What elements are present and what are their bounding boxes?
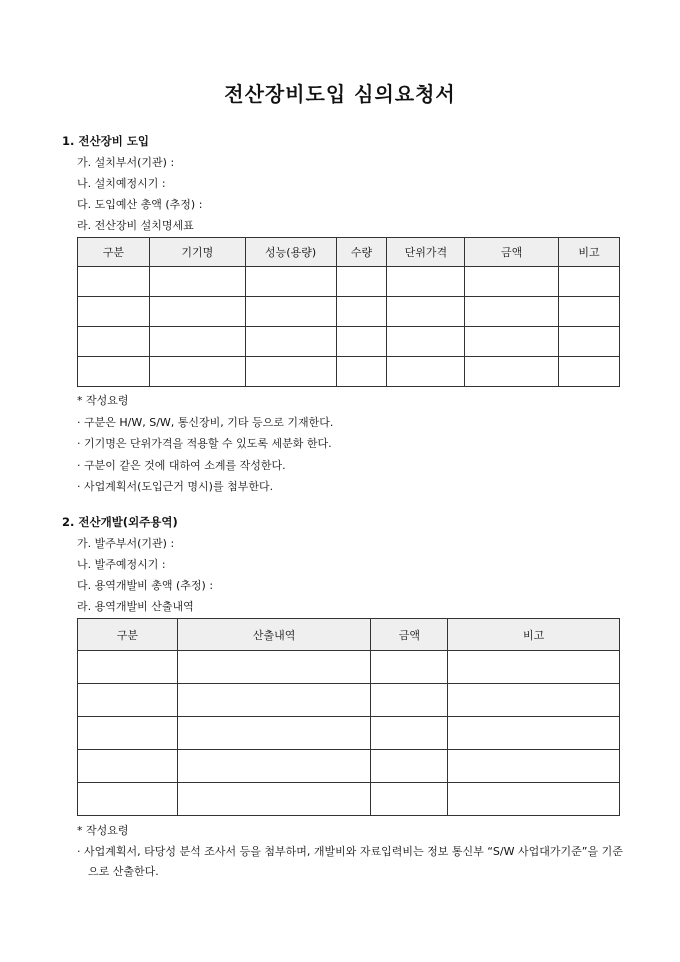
equipment-table-header <box>78 238 620 267</box>
section2-notes <box>77 820 628 882</box>
section1-notes <box>77 390 333 498</box>
section2-heading: 2. 전산개발(외주용역) <box>62 515 178 529</box>
table-cell[interactable] <box>387 357 465 387</box>
notes-heading: * 작성요령 <box>77 394 129 407</box>
table-cell[interactable] <box>78 267 150 297</box>
table-cell[interactable] <box>78 717 178 750</box>
section1-item-install-dept: 가. 설치부서(기관) : <box>77 156 175 169</box>
section2-item-order-date: 나. 발주예정시기 : <box>77 558 166 571</box>
table-cell[interactable] <box>336 297 387 327</box>
col-calculation: 산출내역 <box>177 619 371 651</box>
table-cell[interactable] <box>149 357 245 387</box>
col-remarks: 비고 <box>559 238 620 267</box>
section1-item-install-date: 나. 설치예정시기 : <box>77 177 166 190</box>
table-cell[interactable] <box>448 717 620 750</box>
table-cell[interactable] <box>371 684 448 717</box>
note-line: · 사업계획서, 타당성 분석 조사서 등을 첨부하며, 개발비와 자료입력비는 정보 통신부 “S/W 사업대가기준”을 기준으로 산출한다. <box>77 844 623 878</box>
table-cell[interactable] <box>177 717 371 750</box>
table-cell[interactable] <box>78 297 150 327</box>
table-cell[interactable] <box>559 267 620 297</box>
table-cell[interactable] <box>371 783 448 816</box>
note-line: · 사업계획서(도입근거 명시)를 첨부한다. <box>77 480 274 493</box>
table-row <box>78 717 620 750</box>
table-cell[interactable] <box>78 684 178 717</box>
table-cell[interactable] <box>465 327 559 357</box>
table-cell[interactable] <box>371 750 448 783</box>
col-remarks: 비고 <box>448 619 620 651</box>
col-performance: 성능(용량) <box>245 238 336 267</box>
table-row <box>78 750 620 783</box>
table-cell[interactable] <box>149 297 245 327</box>
table-cell[interactable] <box>149 267 245 297</box>
table-row <box>78 297 620 327</box>
table-cell[interactable] <box>448 783 620 816</box>
table-row <box>78 783 620 816</box>
col-quantity: 수량 <box>336 238 387 267</box>
table-cell[interactable] <box>336 357 387 387</box>
note-line: · 구분은 H/W, S/W, 통신장비, 기타 등으로 기재한다. <box>77 415 334 429</box>
table-cell[interactable] <box>78 750 178 783</box>
table-cell[interactable] <box>465 357 559 387</box>
section1-item-spec-table: 라. 전산장비 설치명세표 <box>77 219 194 232</box>
col-device-name: 기기명 <box>149 238 245 267</box>
table-cell[interactable] <box>559 297 620 327</box>
table-cell[interactable] <box>387 297 465 327</box>
equipment-table <box>77 237 620 387</box>
section1-item-budget: 다. 도입예산 총액 (추정) : <box>77 198 203 211</box>
development-table-header <box>78 619 620 651</box>
table-cell[interactable] <box>78 783 178 816</box>
table-cell[interactable] <box>245 297 336 327</box>
col-category: 구분 <box>78 619 178 651</box>
table-cell[interactable] <box>387 267 465 297</box>
table-row <box>78 267 620 297</box>
col-amount: 금액 <box>465 238 559 267</box>
document-title: 전산장비도입 심의요청서 <box>224 82 456 106</box>
table-cell[interactable] <box>448 684 620 717</box>
table-row <box>78 684 620 717</box>
section2-item-breakdown: 라. 용역개발비 산출내역 <box>77 600 194 613</box>
note-line: · 기기명은 단위가격을 적용할 수 있도록 세분화 한다. <box>77 437 332 450</box>
col-category: 구분 <box>78 238 150 267</box>
table-cell[interactable] <box>78 327 150 357</box>
table-cell[interactable] <box>177 651 371 684</box>
table-cell[interactable] <box>245 327 336 357</box>
table-cell[interactable] <box>371 717 448 750</box>
note-line: · 구분이 같은 것에 대하여 소계를 작성한다. <box>77 458 286 472</box>
section2-item-budget: 다. 용역개발비 총액 (추정) : <box>77 579 214 592</box>
table-cell[interactable] <box>177 684 371 717</box>
table-cell[interactable] <box>448 651 620 684</box>
notes-heading: * 작성요령 <box>77 824 129 837</box>
table-cell[interactable] <box>465 297 559 327</box>
table-cell[interactable] <box>149 327 245 357</box>
table-cell[interactable] <box>177 783 371 816</box>
table-cell[interactable] <box>559 327 620 357</box>
table-cell[interactable] <box>371 651 448 684</box>
table-cell[interactable] <box>448 750 620 783</box>
table-cell[interactable] <box>245 267 336 297</box>
section2-item-order-dept: 가. 발주부서(기관) : <box>77 537 175 550</box>
development-table <box>77 618 620 816</box>
table-row <box>78 651 620 684</box>
table-cell[interactable] <box>336 327 387 357</box>
section1-heading: 1. 전산장비 도입 <box>62 134 150 148</box>
table-cell[interactable] <box>177 750 371 783</box>
col-unit-price: 단위가격 <box>387 238 465 267</box>
table-row <box>78 327 620 357</box>
table-cell[interactable] <box>78 357 150 387</box>
table-cell[interactable] <box>465 267 559 297</box>
table-cell[interactable] <box>245 357 336 387</box>
table-cell[interactable] <box>336 267 387 297</box>
table-cell[interactable] <box>387 327 465 357</box>
table-cell[interactable] <box>78 651 178 684</box>
col-amount: 금액 <box>371 619 448 651</box>
table-row <box>78 357 620 387</box>
table-cell[interactable] <box>559 357 620 387</box>
